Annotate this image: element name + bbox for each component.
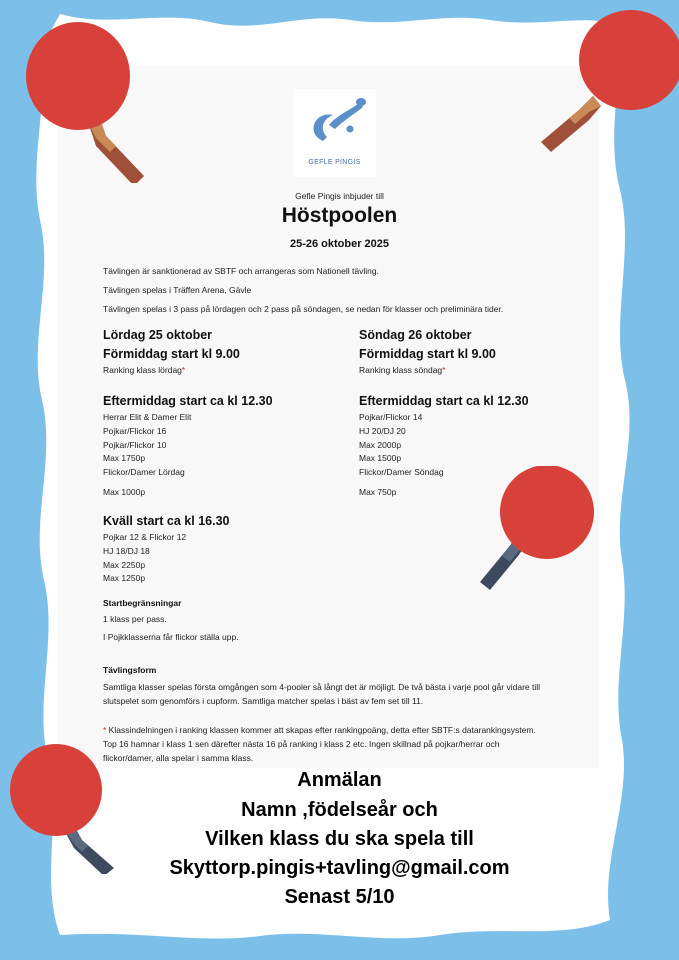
limits-line-1: 1 klass per pass. <box>103 614 167 624</box>
note-line: flickor/damer, alla spelar i samma klass. <box>103 752 254 763</box>
saturday-afternoon-classes <box>103 411 191 480</box>
note-line: Top 16 hamnar i klass 1 sen därefter nästa 16 på ranking i klass 2 etc. Ingen skillnad på pojkar/herrar och <box>103 738 500 749</box>
format-line: Samtliga klasser spelas första omgången som 4-pooler så långt det är möjligt. De två bästa i varje pool går vidare till <box>103 682 541 692</box>
list-item: Pojkar/Flickor 10 <box>103 439 167 450</box>
saturday-morning-heading: Förmiddag start kl 9.00 <box>103 347 240 361</box>
saturday-ranking-class: Ranking klass lördag <box>103 365 182 375</box>
sunday-heading: Söndag 26 oktober <box>359 328 472 342</box>
saturday-afternoon-heading: Eftermiddag start ca kl 12.30 <box>103 394 273 408</box>
list-item: HJ 20/DJ 20 <box>359 425 406 436</box>
sunday-afternoon-classes <box>359 411 444 480</box>
saturday-ranking-star: * <box>181 365 186 375</box>
saturday-evening-heading: Kväll start ca kl 16.30 <box>103 514 230 528</box>
format-line: slutspelet som genomförs i cupform. Samtliga matcher spelas i bäst av fem set till 11. <box>103 695 424 706</box>
list-item: Flickor/Damer Lördag <box>103 467 185 478</box>
paddle-top-right-icon <box>533 10 679 158</box>
intro-text: Gefle Pingis inbjuder till <box>295 191 384 201</box>
registration-email[interactable]: Skyttorp.pingis+tavling@gmail.com <box>169 857 510 879</box>
saturday-heading: Lördag 25 oktober <box>103 328 213 342</box>
event-dates: 25-26 oktober 2025 <box>289 238 390 250</box>
event-title: Höstpoolen <box>281 204 398 227</box>
list-item: Max 2250p <box>103 559 146 570</box>
logo-player-icon <box>293 89 376 159</box>
list-item: Pojkar 12 & Flickor 12 <box>103 532 187 542</box>
list-item: Max 1250p <box>103 573 146 584</box>
limits-heading: Startbegränsningar <box>103 598 182 608</box>
registration-deadline: Senast 5/10 <box>284 886 395 908</box>
sunday-morning-class <box>359 364 445 378</box>
saturday-morning-class <box>103 364 185 378</box>
list-item: Pojkar/Flickor 14 <box>359 412 423 422</box>
gefle-pingis-logo <box>293 89 376 177</box>
list-item: Herrar Elit & Damer Elit <box>103 412 192 422</box>
logo-text: GEFLE PINGIS <box>308 159 361 166</box>
registration-line-2: Vilken klass du ska spela till <box>205 828 474 850</box>
registration-line-1: Namn ,födelseår och <box>241 799 438 821</box>
saturday-afternoon-last: Max 1000p <box>103 487 146 497</box>
note-line: Klassindelningen i ranking klassen kommer att skapas efter rankingpoäng, detta efter SBTF:s datarankingsystem. <box>106 725 536 735</box>
note-star: * <box>103 725 107 735</box>
sunday-morning-heading: Förmiddag start kl 9.00 <box>359 347 496 361</box>
info-sessions: Tävlingen spelas i 3 pass på lördagen och 2 pass på söndagen, se nedan för klasser och preliminära tider. <box>103 304 504 314</box>
info-sanction: Tävlingen är sanktionerad av SBTF och arrangeras som Nationell tävling. <box>103 266 379 276</box>
sunday-afternoon-last: Max 750p <box>359 487 397 497</box>
paddle-bottom-left-icon <box>8 744 126 874</box>
ranking-note <box>103 724 578 765</box>
saturday-evening-classes <box>103 531 186 586</box>
list-item: Flickor/Damer Söndag <box>359 467 444 478</box>
list-item: Max 2000p <box>359 439 402 450</box>
list-item: HJ 18/DJ 18 <box>103 545 150 556</box>
info-venue: Tävlingen spelas i Träffen Arena, Gävle <box>103 285 252 295</box>
paddle-top-left-icon <box>26 18 156 183</box>
list-item: Pojkar/Flickor 16 <box>103 425 167 436</box>
list-item: Max 1500p <box>359 453 402 464</box>
list-item: Max 1750p <box>103 453 146 464</box>
sunday-ranking-star: * <box>442 365 446 375</box>
format-heading: Tävlingsform <box>103 665 157 675</box>
registration-title: Anmälan <box>297 769 382 791</box>
format-text <box>103 681 573 709</box>
sunday-afternoon-heading: Eftermiddag start ca kl 12.30 <box>359 394 529 408</box>
limits-line-2: I Pojkklasserna får flickor ställa upp. <box>103 632 239 642</box>
paddle-right-icon <box>474 466 599 596</box>
sunday-ranking-class: Ranking klass söndag <box>359 365 443 375</box>
